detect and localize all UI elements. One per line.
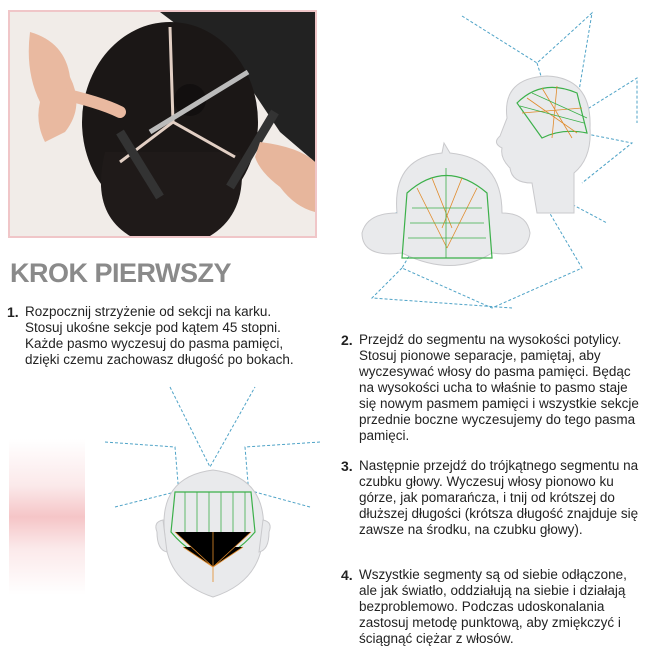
head-sectioning-diagram-top [342, 8, 642, 318]
page-title: KROK PIERWSZY [10, 258, 232, 288]
step-number: 1. [7, 304, 19, 320]
decorative-gradient-strip [9, 439, 85, 595]
step-text: Rozpocznij strzyżenie od sekcji na karku. Stosuj ukośne sekcje pod kątem 45 stopni. Każde pasmo wyczesuj do pasma pamięci, dzięki czemu zachowasz długość po bokach. [25, 304, 294, 367]
step-text: Następnie przejdź do trójkątnego segmentu na czubku głowy. Wyczesuj włosy pionowo ku górze, jak pomarańcza, i tnij od krótszej do dłuższej długości (krótsza długość znajduje się zawsze na środku, na czubku głowy). [359, 458, 639, 537]
hair-sectioning-photo [8, 10, 317, 238]
back-head-icon [156, 470, 270, 597]
step-4 [341, 567, 646, 647]
step-number: 2. [341, 332, 353, 348]
step-1 [7, 304, 307, 368]
step-2 [341, 332, 646, 444]
step-text: Wszystkie segmenty są od siebie odłączone, ale jak światło, oddziałują na siebie i działają bezproblemowo. Podczas udoskonalania zastosuj metodę punktową, aby zmiękczyć i ściągnąć ciężar z włosów. [359, 567, 627, 646]
step-3 [341, 458, 646, 538]
profile-head-icon [496, 76, 590, 213]
step-number: 4. [341, 567, 353, 583]
step-text: Przejdź do segmentu na wysokości potylicy. Stosuj pionowe separacje, pamiętaj, aby wyczesywać włosy do pasma pamięci. Będąc na wysokości ucha to właśnie to pasmo staje się nowym pasmem pamięci i wszystkie sekcje przednie boczne wyczesujemy do tego pasma pamięci. [359, 332, 639, 443]
head-sectioning-diagram-bottom [105, 382, 325, 600]
step-number: 3. [341, 458, 353, 474]
